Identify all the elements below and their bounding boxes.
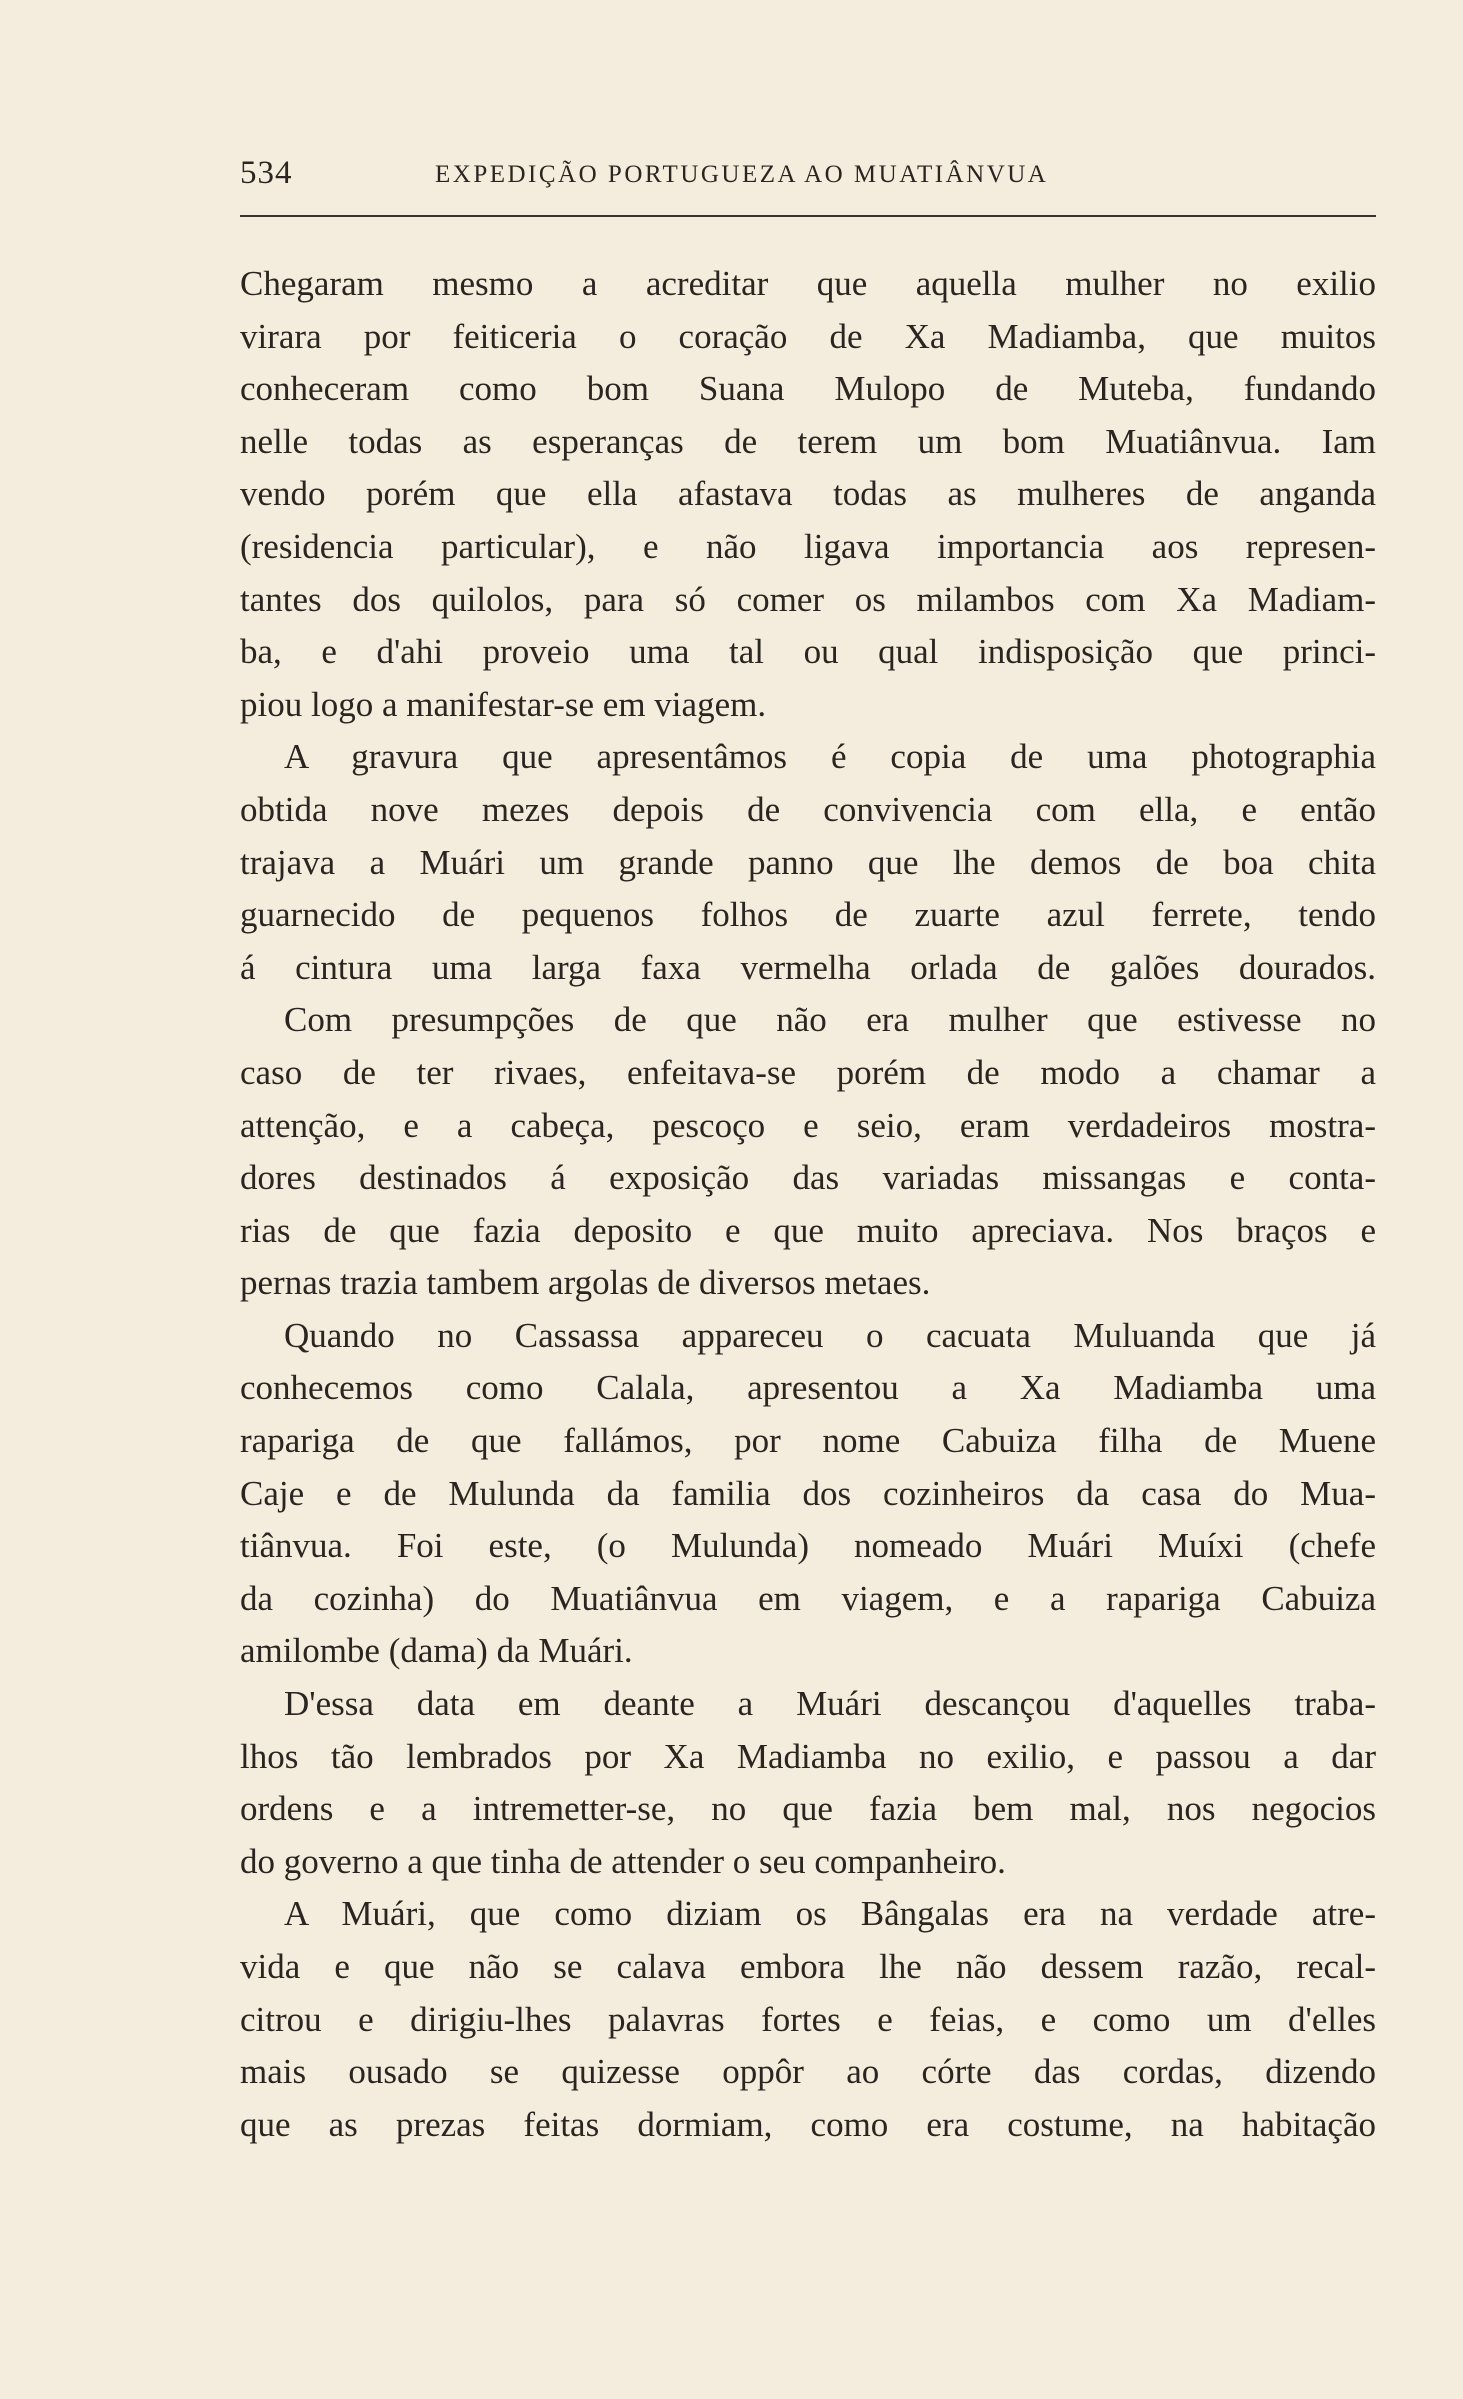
running-title: EXPEDIÇÃO PORTUGUEZA AO MUATIÂNVUA <box>435 161 1049 188</box>
text-line: virara por feiticeria o coração de Xa Madiamba, que muitos <box>240 316 1376 356</box>
text-line: citrou e dirigiu-lhes palavras fortes e feias, e como um d'elles <box>240 1999 1376 2039</box>
text-line: vida e que não se calava embora lhe não dessem razão, recal- <box>240 1947 1376 1986</box>
text-line: conhecemos como Calala, apresentou a Xa Madiamba uma <box>240 1368 1376 1408</box>
text-line: pernas trazia tambem argolas de diversos metaes. <box>240 1263 931 1303</box>
body-text <box>240 258 1376 2151</box>
text-line: obtida nove mezes depois de convivencia com ella, e então <box>240 789 1376 829</box>
text-line: tiânvua. Foi este, (o Mulunda) nomeado Muári Muíxi (chefe <box>240 1526 1376 1566</box>
text-line: trajava a Muári um grande panno que lhe demos de boa chita <box>240 842 1376 882</box>
text-line: D'essa data em deante a Muári descançou d'aquelles traba- <box>284 1684 1376 1724</box>
text-line: vendo porém que ella afastava todas as mulheres de anganda <box>240 474 1376 514</box>
text-line: piou logo a manifestar-se em viagem. <box>240 684 767 724</box>
text-line: A Muári, que como diziam os Bângalas era na verdade atre- <box>284 1894 1376 1934</box>
text-line: mais ousado se quizesse oppôr ao córte das cordas, dizendo <box>240 2052 1376 2092</box>
text-line: rapariga de que fallámos, por nome Cabuiza filha de Muene <box>240 1421 1376 1461</box>
text-line: Caje e de Mulunda da familia dos cozinheiros da casa do Mua- <box>240 1473 1376 1513</box>
text-line: nelle todas as esperanças de terem um bom Muatiânvua. Iam <box>240 421 1376 461</box>
page-number: 534 <box>240 155 293 191</box>
header-rule <box>240 215 1376 217</box>
text-line: dores destinados á exposição das variadas missangas e conta- <box>240 1158 1376 1198</box>
text-line: do governo a que tinha de attender o seu companheiro. <box>240 1841 1006 1881</box>
text-line: tantes dos quilolos, para só comer os milambos com Xa Madiam- <box>240 579 1376 619</box>
text-line: ba, e d'ahi proveio uma tal ou qual indisposição que princi- <box>240 632 1376 672</box>
text-line: lhos tão lembrados por Xa Madiamba no exilio, e passou a dar <box>240 1736 1376 1776</box>
text-line: Quando no Cassassa appareceu o cacuata Muluanda que já <box>284 1315 1376 1355</box>
text-line: attenção, e a cabeça, pescoço e seio, eram verdadeiros mostra- <box>240 1105 1376 1145</box>
text-line: que as prezas feitas dormiam, como era costume, na habitação <box>240 2104 1376 2144</box>
text-line: Chegaram mesmo a acreditar que aquella mulher no exilio <box>240 264 1376 303</box>
text-line: guarnecido de pequenos folhos de zuarte azul ferrete, tendo <box>240 895 1376 935</box>
text-line: (residencia particular), e não ligava importancia aos represen- <box>240 526 1376 566</box>
text-line: Com presumpções de que não era mulher que estivesse no <box>284 1000 1376 1040</box>
text-line: conheceram como bom Suana Mulopo de Muteba, fundando <box>240 369 1376 409</box>
text-line: da cozinha) do Muatiânvua em viagem, e a rapariga Cabuiza <box>240 1578 1376 1618</box>
text-line: rias de que fazia deposito e que muito apreciava. Nos braços e <box>240 1210 1376 1250</box>
text-line: ordens e a intremetter-se, no que fazia bem mal, nos negocios <box>240 1789 1376 1829</box>
text-line: A gravura que apresentâmos é copia de uma photographia <box>284 737 1376 777</box>
page-header <box>240 155 1376 199</box>
text-line: á cintura uma larga faxa vermelha orlada de galões dourados. <box>240 947 1376 987</box>
text-line: amilombe (dama) da Muári. <box>240 1631 633 1671</box>
text-line: caso de ter rivaes, enfeitava-se porém de modo a chamar a <box>240 1052 1376 1092</box>
